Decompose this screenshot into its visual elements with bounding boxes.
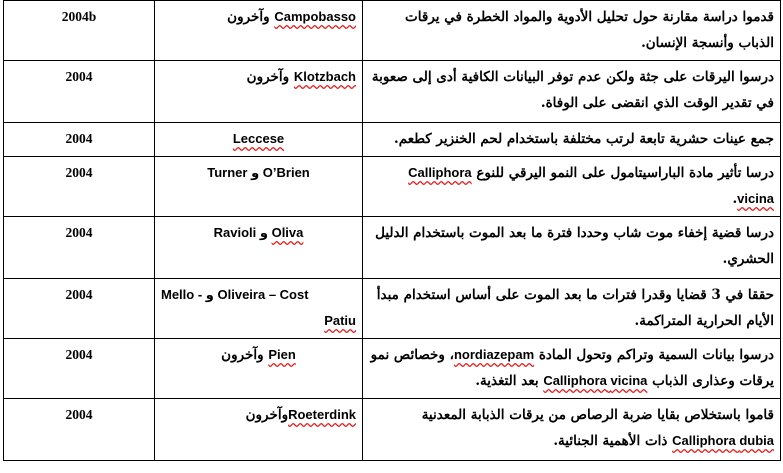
study-authors: Ravioli و Oliva: [155, 217, 363, 279]
study-year: 2004: [4, 123, 155, 157]
species-name: Calliphora vicina: [543, 373, 648, 388]
study-description: قاموا باستخلاص بقايا ضربة الرصاص من يرقات الذبابة المعدنية Calliphora dubia ذات الأهمية الجنائية.: [363, 399, 781, 461]
species-name: vicina: [737, 191, 774, 206]
study-year: 2004b: [4, 1, 155, 61]
study-description: درسا قضية إخفاء موت شاب وحددا فترة ما بعد الموت باستخدام الدليل الحشري.: [363, 217, 781, 279]
study-description: حققا في 3 قضايا وقدرا فترات ما بعد الموت على أساس استخدام مبدأ الأيام الحرارية المتراكمة.: [363, 279, 781, 339]
species-name: Calliphora dubia: [672, 433, 774, 448]
table-row: [4, 399, 781, 461]
table-row: [4, 339, 781, 399]
study-year: 2004: [4, 399, 155, 461]
table-row: [4, 279, 781, 339]
table-row: [4, 217, 781, 279]
table-row: [4, 1, 781, 61]
studies-table: [3, 0, 781, 461]
study-authors: Klotzbach وآخرون: [155, 61, 363, 123]
study-description: درسوا اليرقات على جثة ولكن عدم توفر البيانات الكافية أدى إلى صعوبة في تقدير الوقت الذي انقضى على الوفاة.: [363, 61, 781, 123]
study-authors: Campobasso وآخرون: [155, 1, 363, 61]
study-authors: Roeterdinkوآخرون: [155, 399, 363, 461]
study-authors: Turner و O’Brien: [155, 157, 363, 217]
study-authors: Mello - و Oliveira – Cost Patiu: [155, 279, 363, 339]
study-description: جمع عينات حشرية تابعة لرتب مختلفة باستخدام لحم الخنزير كطعم.: [363, 123, 781, 157]
study-description: درسوا بيانات السمية وتراكم وتحول المادة nordiazepam، وخصائص نمو يرقات وعذارى الذباب Calliphora vicina بعد التغذية.: [363, 339, 781, 399]
study-authors: Pien وآخرون: [155, 339, 363, 399]
study-authors: Leccese: [155, 123, 363, 157]
table-row: [4, 157, 781, 217]
table-row: [4, 61, 781, 123]
study-year: 2004: [4, 157, 155, 217]
study-year: 2004: [4, 279, 155, 339]
study-year: 2004: [4, 217, 155, 279]
study-year: 2004: [4, 339, 155, 399]
species-name: Calliphora: [408, 165, 472, 180]
table-row: [4, 123, 781, 157]
study-year: 2004: [4, 61, 155, 123]
drug-name: nordiazepam: [453, 347, 535, 362]
study-description: درسا تأثير مادة الباراسيتامول على النمو اليرقي للنوع Calliphora vicina.: [363, 157, 781, 217]
study-description: قدموا دراسة مقارنة حول تحليل الأدوية والمواد الخطرة في يرقات الذباب وأنسجة الإنسان.: [363, 1, 781, 61]
